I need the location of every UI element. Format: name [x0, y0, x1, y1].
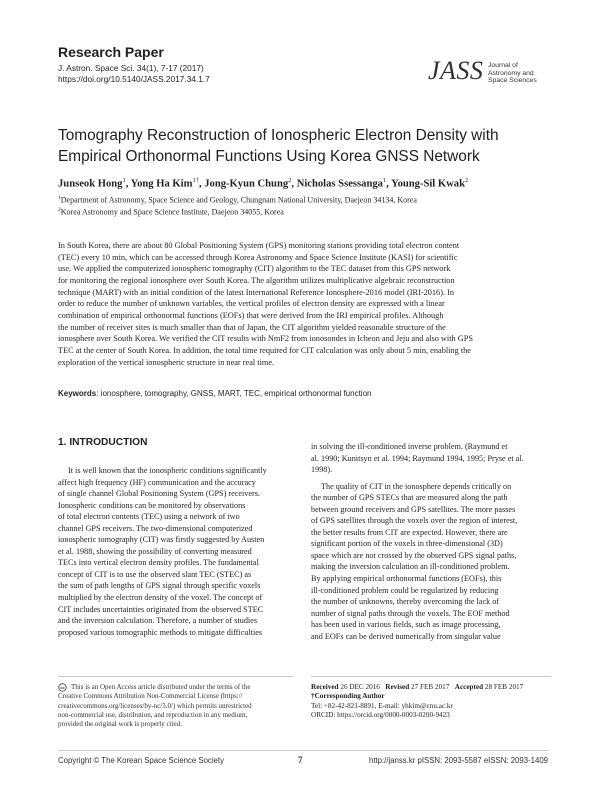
- body-line: the number of GPS STECs that are measured along the path: [311, 493, 508, 503]
- body-line: significant portion of the voxels in three-dimensional (3D): [311, 539, 503, 549]
- footer-divider: [58, 750, 548, 751]
- abstract-line: the number of receiver sites is much smaller than that of Japan, the CIT algorithm yielded reasonable structure of the: [58, 322, 446, 332]
- section-heading: 1. INTRODUCTION: [58, 437, 148, 448]
- abstract-line: exploration of the vertical ionospheric structure in near real time.: [58, 357, 275, 367]
- corresponding-author-label: †Corresponding Author: [311, 692, 385, 701]
- body-line: proposed various tomographic methods to mitigate difficulties: [58, 627, 263, 637]
- abstract-line: use. We applied the computerized ionospheric tomography (CIT) algorithm to the TEC dataset from this GPS network: [58, 264, 451, 274]
- body-line: the number of unknowns, thereby overcoming the lack of: [311, 597, 500, 607]
- body-line: and the inversion calculation. Therefore, a number of studies: [58, 616, 258, 626]
- body-line: has been used in various fields, such as image processing,: [311, 620, 501, 630]
- logo-wordmark: JASS: [428, 56, 484, 85]
- page-number: 7: [298, 755, 303, 765]
- body-line: ionospheric tomography (CIT) was firstly suggested by Austen: [58, 535, 265, 545]
- author-sup: 1: [382, 177, 387, 184]
- author-name: Junseok Hong: [58, 178, 123, 190]
- abstract-line: order to reduce the number of unknown variables, the vertical profiles of electron density are expressed with a linear: [58, 299, 445, 309]
- abstract-line: (TEC) every 10 min, which can be accessed through Korea Astronomy and Space Science Institute (KASI) for scientific: [58, 252, 458, 262]
- body-line: The quality of CIT in the ionosphere depends critically on: [321, 481, 512, 491]
- author-list: Junseok Hong$^1$, Yong Ha Kim$^{1\dagger}$, Jong-Kyun Chung$^2$, Nicholas Ssessanga$^1$, Young-Sil Kwak$^2$: [58, 177, 469, 190]
- footer-copyright: Copyright © The Korean Space Science Society: [58, 756, 224, 765]
- abstract: [58, 240, 544, 368]
- body-line: Ionospheric conditions can be monitored by observations: [58, 500, 246, 510]
- body-column-left: [58, 465, 294, 638]
- body-line: space which are not crossed by the observed GPS signal paths,: [311, 550, 517, 560]
- body-line: of GPS satellites through the voxels over the region of interest,: [311, 516, 518, 526]
- abstract-line: for monitoring the regional ionosphere over South Korea. The algorithm utilizes multiplicative algebraic reconstruction: [58, 275, 455, 285]
- body-line: number of signal paths through the voxels. The EOF method: [311, 608, 510, 618]
- author-name: Young-Sil Kwak: [391, 178, 465, 190]
- divider: [311, 676, 551, 677]
- title-line: Empirical Orthonormal Functions Using Korea GNSS Network: [58, 148, 480, 165]
- affiliation: $^1$Department of Astronomy, Space Science and Geology, Chungnam National University, Daejeon 34134, Korea: [58, 195, 417, 205]
- article-type-label: Research Paper: [58, 44, 164, 60]
- license-line: Creative Commons Attribution Non-Commercial License (https://: [58, 692, 243, 701]
- orcid-link[interactable]: ORCID: https://orcid.org/0000-0003-0200-9423: [311, 711, 450, 720]
- license-line: creativecommons.org/licenses/by-nc/3.0/) which permits unrestricted: [58, 701, 252, 710]
- abstract-line: ionosphere over South Korea. We verified the CIT results with NmF2 from ionosondes in Icheon and Jeju and also with GPS: [58, 334, 473, 344]
- body-line: the better results from CIT are expected. However, there are: [311, 527, 508, 537]
- body-line: affect high frequency (HF) communication and the accuracy: [58, 477, 256, 487]
- body-line: TECs into vertical electron density profiles. The fundamental: [58, 558, 259, 568]
- body-line: al. 1990; Kunitsyn et al. 1994; Raymund 1994, 1995; Pryse et al.: [311, 453, 524, 463]
- journal-citation: J. Astron. Space Sci. 34(1), 7-17 (2017): [58, 63, 204, 73]
- author-sup: 2: [464, 177, 469, 184]
- abstract-line: combination of empirical orthonormal functions (EOFs) that were derived from the IRI empirical profiles. Although: [58, 310, 444, 320]
- article-dates: [311, 683, 523, 721]
- divider: [58, 676, 293, 677]
- license-line: This is an Open Access article distributed under the terms of the: [71, 683, 251, 691]
- body-line: making the inversion calculation an ill-conditioned problem.: [311, 562, 510, 572]
- license-line: provided the original work is properly cited.: [58, 720, 182, 729]
- logo-subtext: Journal of Astronomy and Space Sciences: [488, 62, 537, 85]
- keywords: [58, 389, 544, 398]
- author-sup: 1†: [192, 177, 199, 184]
- license-line: non-commercial use, distribution, and reproduction in any medium,: [58, 710, 248, 719]
- body-line: channel GPS receivers. The two-dimensional computerized: [58, 523, 253, 533]
- body-line: CIT includes uncertainties originated from the observed STEC: [58, 604, 264, 614]
- abstract-line: technique (MART) with an initial condition of the latest International Reference Ionosphere-2016 model (IRI-2016). In: [58, 287, 455, 297]
- article-header: [58, 44, 548, 100]
- footer-issn: http://janss.kr pISSN: 2093-5587 eISSN: 2093-1409: [368, 756, 548, 765]
- author-name: Nicholas Ssessanga: [296, 178, 383, 190]
- body-line: and EOFs can be derived numerically from singular value: [311, 631, 501, 641]
- body-line: the sum of path lengths of GPS signal through specific voxels: [58, 581, 261, 591]
- abstract-line: In South Korea, there are about 80 Global Positioning System (GPS) monitoring stations providing total electron content: [58, 241, 460, 250]
- svg-text:cc: cc: [60, 685, 65, 691]
- body-line: multiplied by the electron density of the voxel. The concept of: [58, 593, 263, 603]
- jass-logo: [428, 54, 548, 98]
- title-line: Tomography Reconstruction of Ionospheric Electron Density with: [58, 127, 499, 144]
- creative-commons-icon: [58, 683, 68, 692]
- contact-info: Tel: +82-42-821-8891, E-mail: yhkim@cnu.ac.kr: [311, 701, 453, 710]
- body-line: et al. 1988, showing the possibility of converting measured: [58, 546, 252, 556]
- affiliation: $^2$Korea Astronomy and Space Science Institute, Daejeon 34055, Korea: [58, 207, 284, 217]
- body-line: of total electron contents (TEC) using a network of two: [58, 512, 240, 522]
- body-line: ill-conditioned problem could be regularized by reducing: [311, 585, 499, 595]
- author-name: Jong-Kyun Chung: [204, 178, 289, 190]
- body-line: 1998).: [311, 465, 333, 475]
- doi-link[interactable]: https://doi.org/10.5140/JASS.2017.34.1.7: [58, 74, 210, 84]
- paper-title: [58, 125, 548, 167]
- author-sup: 1: [122, 177, 126, 184]
- body-column-right: [311, 441, 547, 642]
- abstract-line: TEC at the center of South Korea. In addition, the total time required for CIT calculation was only about 5 min, enabling the: [58, 345, 471, 355]
- author-name: Yong Ha Kim: [130, 178, 193, 190]
- dates-line: Received 26 DEC 2016 Revised 27 FEB 2017 Accepted 28 FEB 2017: [311, 683, 524, 691]
- body-line: It is well known that the ionospheric conditions significantly: [68, 466, 267, 475]
- body-line: By applying empirical orthonormal functions (EOFs), this: [311, 574, 502, 584]
- body-line: of single channel Global Positioning System (GPS) receivers.: [58, 489, 260, 499]
- keywords-label: Keywords: [58, 389, 97, 398]
- body-line: in solving the ill-conditioned inverse problem. (Raymund et: [311, 442, 508, 451]
- body-line: concept of CIT is to use the observed slant TEC (STEC) as: [58, 569, 252, 579]
- body-line: between ground receivers and GPS satellites. The more passes: [311, 504, 516, 514]
- keywords-text: : ionosphere, tomography, GNSS, MART, TEC, empirical orthonormal function: [96, 389, 372, 398]
- author-sup: 2: [288, 177, 292, 184]
- license-notice: [58, 683, 298, 729]
